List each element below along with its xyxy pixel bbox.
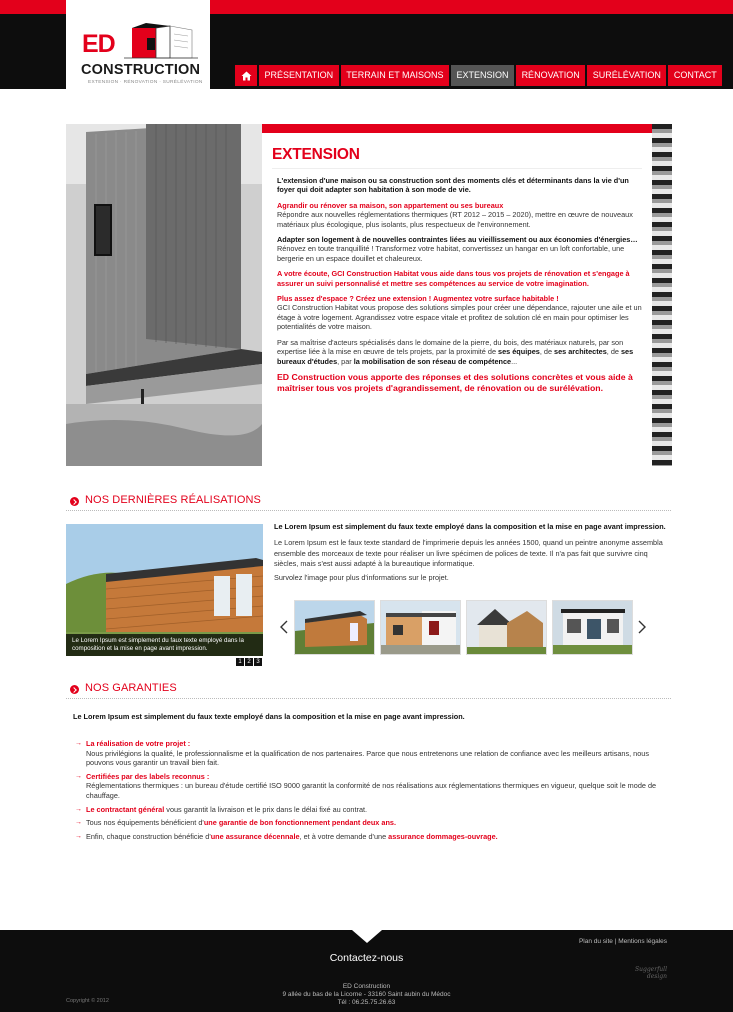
hero-block-4-head: Plus assez d'espace ? Créez une extension ! Augmentez votre surface habitable ! — [277, 294, 559, 304]
hero-block-2 — [277, 235, 642, 263]
section-head-garanties — [66, 680, 671, 699]
page-title: EXTENSION — [272, 146, 360, 163]
nav-extension[interactable]: EXTENSION — [451, 65, 514, 86]
chevron-right-icon[interactable] — [638, 620, 646, 634]
hero-block-1-head: Agrandir ou rénover sa maison, son appartement ou ses bureaux — [277, 200, 504, 210]
hero-block-5-part: ... — [511, 356, 518, 366]
section-title-garanties: NOS GARANTIES — [85, 682, 177, 694]
footer-link-mentions-legales[interactable]: Mentions légales — [618, 938, 667, 945]
garantie-text: vous garantit la livraison et le prix dans le délai fixé au contrat. — [164, 804, 368, 814]
logo-initials: ED — [82, 30, 115, 58]
hero-block-4-text: GCI Construction Habitat vous propose des solutions simples pour créer une dépendance, rajouter une aile et un étage à votre logement. Agrandissez votre espace vitale et profitez de solution clé en main pour optimiser les potentialités de votre maison. — [277, 303, 642, 332]
hero-block-5-part: , de — [606, 347, 621, 357]
realisations-text-body: Le Lorem Ipsum est le faux texte standard de l'imprimerie depuis les années 1500, quand un peintre anonyme assembla ensemble des morceaux de texte pour réaliser un livre spécimen de polices de texte. Il n'a pas fait que survivre cinq siècles, mais s'est aussi adapté à la bureautique informatique. — [274, 538, 663, 568]
realisations-text — [274, 522, 672, 587]
garantie-text: Enfin, chaque construction bénéficie d' — [86, 831, 211, 841]
hero-block-2-text: Rénovez en toute tranquillité ! Transformez votre habitat, convertissez un hangar en un loft confortable, une bergerie en un espace douillet et chaleureux. — [277, 244, 625, 263]
hero-block-5-part: , de — [539, 347, 555, 357]
hero-block-5-part: Par sa maîtrise d'acteurs spécialisés dans le domaine de la pierre, du bois, des matériaux naturels, par son expertise liée à la mise en œuvre de tels projets, par la proximité de — [277, 337, 624, 357]
designer-signature[interactable] — [635, 966, 667, 980]
footer-company: ED Construction — [342, 983, 391, 990]
hero-block-5 — [277, 338, 642, 366]
project-thumbnail[interactable] — [466, 600, 547, 655]
footer-phone: Tél : 06.25.75.26.63 — [337, 999, 396, 1006]
chevron-right-icon — [70, 685, 79, 694]
hero-block-3: A votre écoute, GCI Construction Habitat vous aide dans tous vos projets de rénovation et s'engage à assurer un suivi personnalisé et mettre ses compétences au service de votre imagination. — [277, 269, 630, 288]
hero-red-line — [262, 124, 652, 133]
hero-block-1 — [277, 201, 642, 229]
designer-signature-sub: design — [646, 973, 667, 980]
featured-project-photo[interactable] — [66, 524, 263, 656]
garantie-highlight: une assurance décennale — [210, 831, 300, 841]
section-head-realisations — [66, 492, 671, 511]
hero-block-4 — [277, 294, 642, 332]
footer-link-separator: | — [612, 938, 619, 945]
site-logo[interactable] — [66, 0, 210, 92]
project-thumbnail[interactable] — [552, 600, 633, 655]
footer-street: 9 allée du bas de la Licorne - 33160 Saint aubin du Médoc — [282, 991, 451, 998]
project-thumbnail-image — [553, 601, 632, 654]
logo-tagline: EXTENSION · RÉNOVATION · SURÉLÉVATION — [88, 80, 203, 85]
project-thumbnail-image — [381, 601, 460, 654]
hero-block-2-head: Adapter son logement à de nouvelles contraintes liées au vieillissement ou aux économies d'énergies… — [277, 235, 638, 245]
house-logo-icon — [114, 22, 202, 62]
main-nav — [235, 65, 722, 86]
garanties-list — [73, 739, 673, 845]
hero-block-1-text: Répondre aux nouvelles réglementations thermiques (RT 2012 – 2015 – 2020), mettre en œuvre de nouveaux matériaux plus écologique, plus isolants, plus respectueux de l'environnement. — [277, 210, 633, 229]
title-divider — [272, 168, 642, 169]
footer-address — [0, 983, 733, 1007]
pager-page-2[interactable]: 2 — [245, 658, 253, 666]
nav-contact[interactable]: CONTACT — [668, 65, 722, 86]
featured-project-caption: Le Lorem Ipsum est simplement du faux texte employé dans la composition et la mise en page avant impression. — [66, 634, 263, 656]
hero-block-5-architectes: ses architectes — [554, 347, 607, 357]
realisations-text-head: Le Lorem Ipsum est simplement du faux texte employé dans la composition et la mise en page avant impression. — [274, 522, 666, 531]
garantie-highlight: une garantie de bon fonctionnement pendant deux ans. — [203, 818, 396, 828]
hero-conclusion: ED Construction vous apporte des réponses et des solutions concrètes et vous aide à maîtriser tous vos projets d'agrandissement, de rénovation ou de surélévation. — [277, 371, 633, 393]
chevron-right-icon — [70, 497, 79, 506]
footer-links — [579, 938, 667, 945]
nav-presentation[interactable]: PRÉSENTATION — [259, 65, 339, 86]
garantie-text: Nous privilégions la qualité, le professionnalisme et la qualification de nos partenaires. Parce que nous entretenons une relation de confiance avec les meilleurs artisans, nous pouvons vous garantir un travail bien fait. — [86, 748, 650, 768]
footer-copyright: Copyright © 2012 — [66, 998, 109, 1004]
hero-panel — [262, 124, 652, 466]
pager-page-1[interactable]: 1 — [236, 658, 244, 666]
hero-block-5-equipes: ses équipes — [498, 347, 540, 357]
hero-block-5-reseau: la mobilisation de son réseau de compétence — [353, 356, 512, 366]
section-title-realisations: NOS DERNIÈRES RÉALISATIONS — [85, 494, 261, 506]
thumbnail-carousel — [280, 600, 650, 656]
footer-title: Contactez-nous — [329, 952, 404, 964]
garantie-head: Certifiées par des labels reconnus : — [86, 771, 210, 781]
nav-terrain-et-maisons[interactable]: TERRAIN ET MAISONS — [341, 65, 449, 86]
nav-surelevation[interactable]: SURÉLÉVATION — [587, 65, 666, 86]
list-item — [73, 832, 673, 842]
list-item — [73, 739, 673, 768]
garantie-text: Réglementations thermiques : un bureau d'étude certifié ISO 9000 garantit la conformité de nos réalisations aux réglementations thermiques en vigueur, quelque soit le mode de chauffage. — [86, 781, 657, 800]
home-icon — [241, 71, 252, 81]
slider-pager — [236, 658, 262, 666]
hero-photo — [66, 124, 262, 466]
wood-house-photo — [66, 124, 262, 466]
nav-home[interactable] — [235, 65, 257, 86]
chevron-left-icon[interactable] — [280, 620, 288, 634]
hero-block-5-bureaux: ses bureaux d'études — [277, 347, 634, 366]
pager-page-3[interactable]: 3 — [254, 658, 262, 666]
nav-renovation[interactable]: RÉNOVATION — [516, 65, 585, 86]
hero-intro: L'extension d'une maison ou sa construction sont des moments clés et déterminants dans la vie d'un foyer qui doit adapter son habitation à son mode de vie. — [277, 176, 629, 195]
footer-notch — [352, 930, 382, 943]
footer-link-plan-du-site[interactable]: Plan du site — [578, 938, 613, 945]
realisations-text-hint: Survolez l'image pour plus d'informations sur le projet. — [274, 573, 449, 583]
garantie-text: , et à votre demande d'une — [299, 831, 389, 841]
project-thumbnail-image — [467, 601, 546, 654]
list-item — [73, 818, 673, 828]
logo-name: CONSTRUCTION — [81, 62, 201, 78]
garantie-head: Le contractant général — [86, 804, 165, 814]
project-thumbnail[interactable] — [294, 600, 375, 655]
garanties-intro: Le Lorem Ipsum est simplement du faux texte employé dans la composition et la mise en page avant impression. — [73, 712, 465, 721]
garantie-highlight: assurance dommages-ouvrage. — [388, 831, 498, 841]
garantie-head: La réalisation de votre projet : — [86, 739, 191, 748]
list-item — [73, 805, 673, 815]
garantie-text: Tous nos équipements bénéficient d' — [86, 818, 204, 828]
designer-signature-name: Suggerfull — [635, 966, 667, 973]
hero-side-photo — [652, 124, 672, 466]
hero-text — [277, 176, 642, 399]
list-item — [73, 772, 673, 801]
project-thumbnail-image — [295, 601, 374, 654]
project-thumbnail[interactable] — [380, 600, 461, 655]
hero-block-5-part: , par — [337, 356, 354, 366]
